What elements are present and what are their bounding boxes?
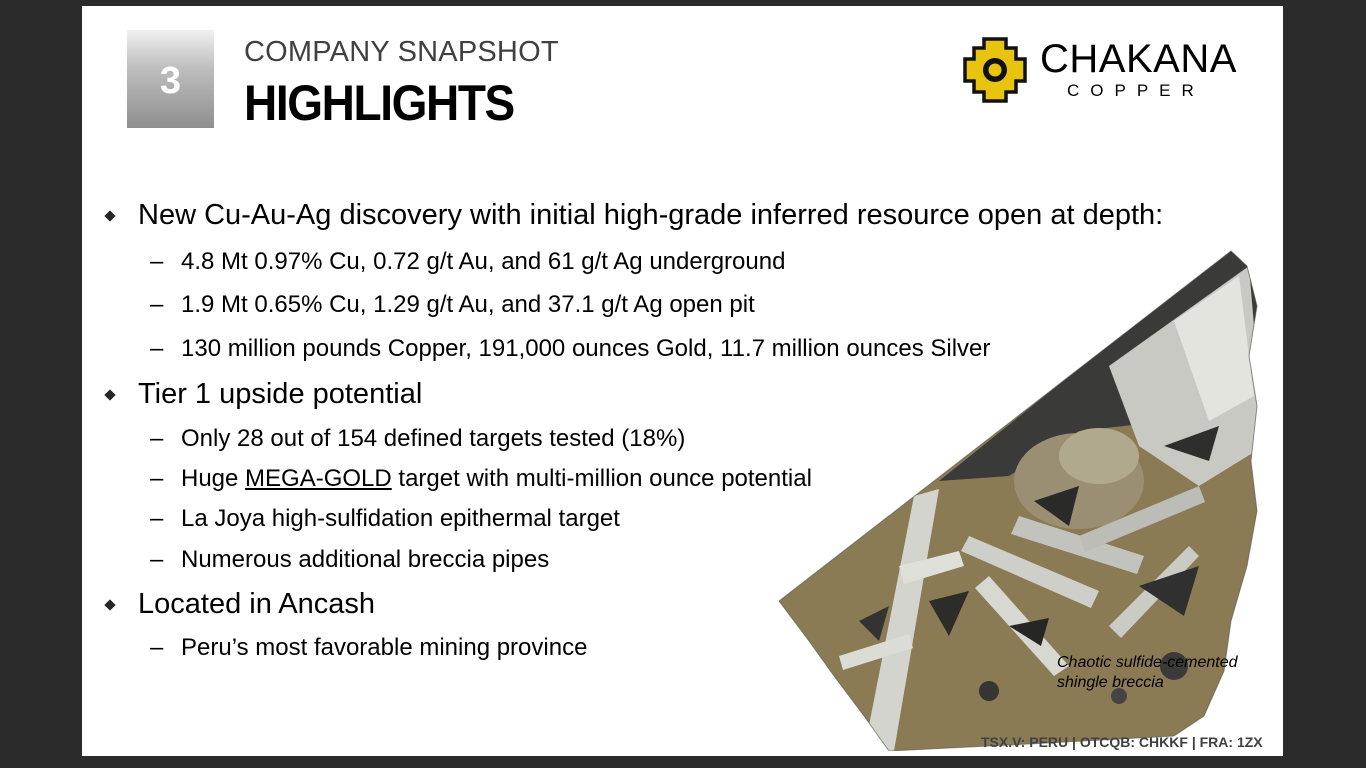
section-number: 3: [159, 60, 182, 102]
dash-marker: –: [150, 291, 164, 318]
logo-name-line2: COPPER: [1067, 81, 1205, 100]
sub-bullet-item: [150, 335, 990, 363]
dash-marker: –: [150, 248, 164, 275]
dash-marker: –: [150, 465, 164, 492]
diamond-bullet-icon: [104, 389, 115, 400]
sub-bullet-text: 1.9 Mt 0.65% Cu, 1.29 g/t Au, and 37.1 g/t Ag open pit: [181, 291, 755, 318]
caption-line: shingle breccia: [1057, 674, 1164, 691]
bullet-item: [138, 588, 375, 621]
sub-bullet-text-suffix: target with multi-million ounce potential: [391, 465, 812, 492]
logo-name-line1: CHAKANA: [1040, 37, 1237, 81]
chakana-cross-icon: [961, 36, 1029, 104]
sub-bullet-item: [150, 248, 785, 276]
sub-bullet-item: [150, 465, 812, 493]
caption-line: Chaotic sulfide-cemented: [1057, 654, 1238, 671]
company-logo: [961, 36, 1261, 104]
sub-bullet-text: Numerous additional breccia pipes: [181, 546, 550, 573]
image-caption: [1057, 653, 1238, 693]
sub-bullet-item: [150, 546, 549, 574]
sub-bullet-item: [150, 425, 685, 453]
dash-marker: –: [150, 335, 164, 362]
dash-marker: –: [150, 425, 164, 452]
bullet-text: Tier 1 upside potential: [138, 378, 423, 410]
sub-bullet-text: 130 million pounds Copper, 191,000 ounces Gold, 11.7 million ounces Silver: [181, 335, 991, 362]
bullet-text: New Cu-Au-Ag discovery with initial high-grade inferred resource open at depth:: [138, 199, 1164, 231]
sub-bullet-text-prefix: Huge: [181, 465, 246, 492]
dash-marker: –: [150, 546, 164, 573]
mega-gold-link[interactable]: MEGA-GOLD: [245, 465, 392, 492]
diamond-bullet-icon: [104, 210, 115, 221]
diamond-bullet-icon: [104, 599, 115, 610]
sub-bullet-text: La Joya high-sulfidation epithermal target: [181, 505, 620, 532]
bullet-text: Located in Ancash: [138, 588, 376, 620]
slide: [82, 6, 1283, 756]
section-number-box: [127, 30, 214, 128]
ticker-footer: TSX.V: PERU | OTCQB: CHKKF | FRA: 1ZX: [981, 734, 1263, 750]
dash-marker: –: [150, 505, 164, 532]
slide-title: HIGHLIGHTS: [244, 75, 514, 131]
sub-bullet-item: [150, 505, 620, 533]
sub-bullet-item: [150, 291, 755, 319]
sub-bullet-item: [150, 634, 587, 662]
sub-bullet-text: Only 28 out of 154 defined targets tested (18%): [181, 425, 686, 452]
bullet-item: [138, 199, 1163, 232]
bullet-item: [138, 378, 422, 411]
sub-bullet-text: 4.8 Mt 0.97% Cu, 0.72 g/t Au, and 61 g/t Ag underground: [181, 248, 786, 275]
sub-bullet-text: Peru’s most favorable mining province: [181, 634, 588, 661]
dash-marker: –: [150, 634, 164, 661]
slide-subtitle: COMPANY SNAPSHOT: [244, 36, 559, 68]
